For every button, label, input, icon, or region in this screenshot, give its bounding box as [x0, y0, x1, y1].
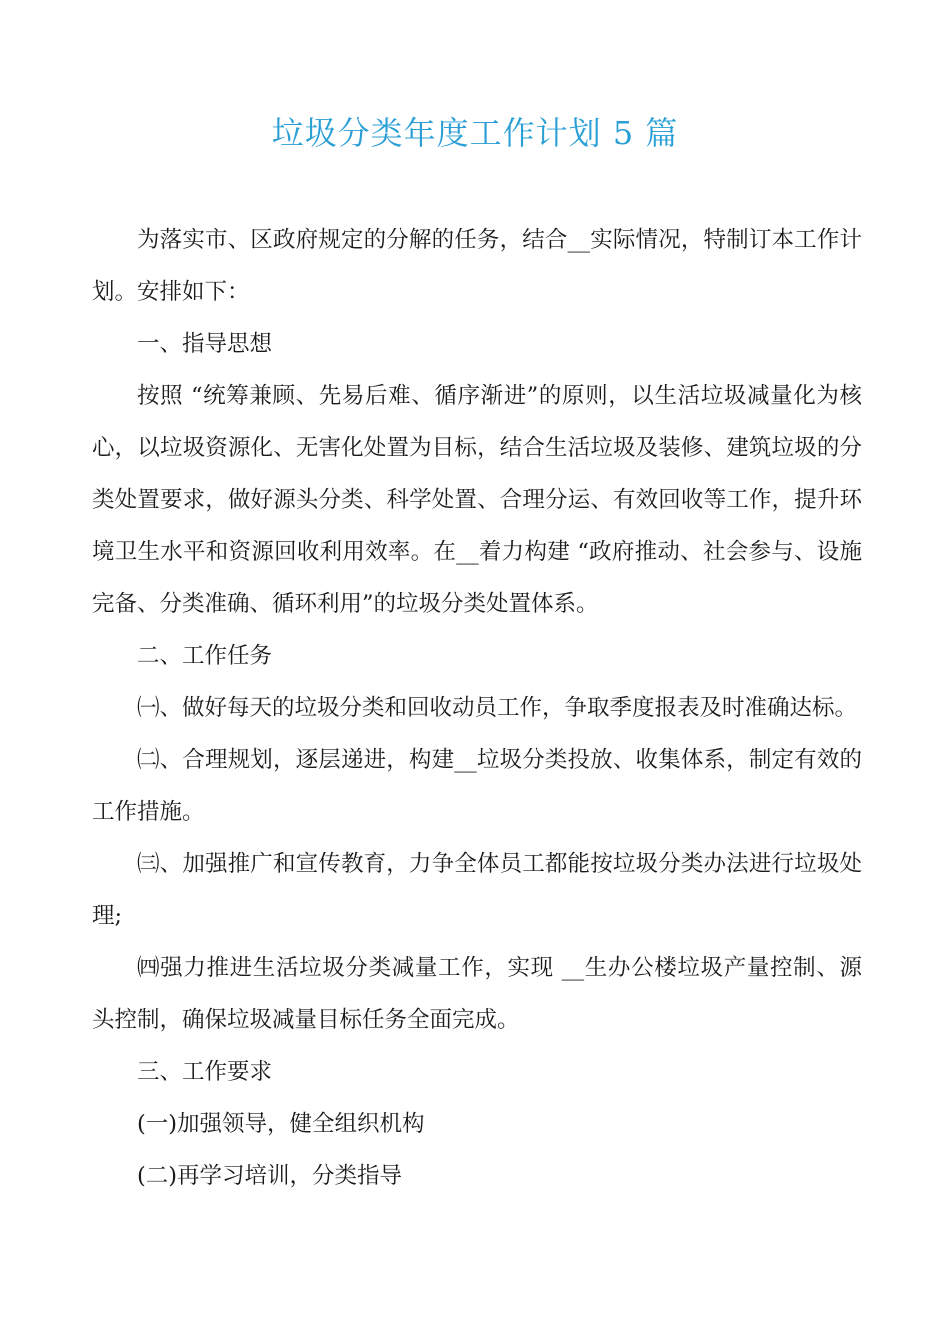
document-body	[92, 214, 862, 1202]
task-item-3: ㈢、加强推广和宣传教育，力争全体员工都能按垃圾分类办法进行垃圾处理;	[92, 851, 862, 929]
document-title: 垃圾分类年度工作计划 5 篇	[271, 114, 679, 152]
task-item-1: ㈠、做好每天的垃圾分类和回收动员工作，争取季度报表及时准确达标。	[137, 695, 858, 721]
task-item-2: ㈡、合理规划，逐层递进，构建__垃圾分类投放、收集体系，制定有效的工作措施。	[92, 747, 862, 825]
requirement-item-1: (一)加强领导，健全组织机构	[137, 1111, 425, 1137]
section-heading-requirements: 三、工作要求	[137, 1059, 273, 1085]
section-heading-guiding-idea: 一、指导思想	[137, 331, 273, 357]
intro-paragraph: 为落实市、区政府规定的分解的任务，结合__实际情况，特制订本工作计划。安排如下：	[92, 227, 862, 305]
task-item-4: ㈣强力推进生活垃圾分类减量工作，实现 __生办公楼垃圾产量控制、源头控制，确保垃圾减量目标任务全面完成。	[92, 955, 862, 1033]
guiding-idea-paragraph: 按照 “统筹兼顾、先易后难、循序渐进”的原则，以生活垃圾减量化为核心，以垃圾资源化、无害化处置为目标，结合生活垃圾及装修、建筑垃圾的分类处置要求，做好源头分类、科学处置、合理分运、有效回收等工作，提升环境卫生水平和资源回收利用效率。在__着力构建 “政府推动、社会参与、设施完备、分类准确、循环利用”的垃圾分类处置体系。	[92, 383, 862, 617]
requirement-item-2: (二)再学习培训，分类指导	[137, 1163, 403, 1189]
section-heading-tasks: 二、工作任务	[137, 643, 273, 669]
